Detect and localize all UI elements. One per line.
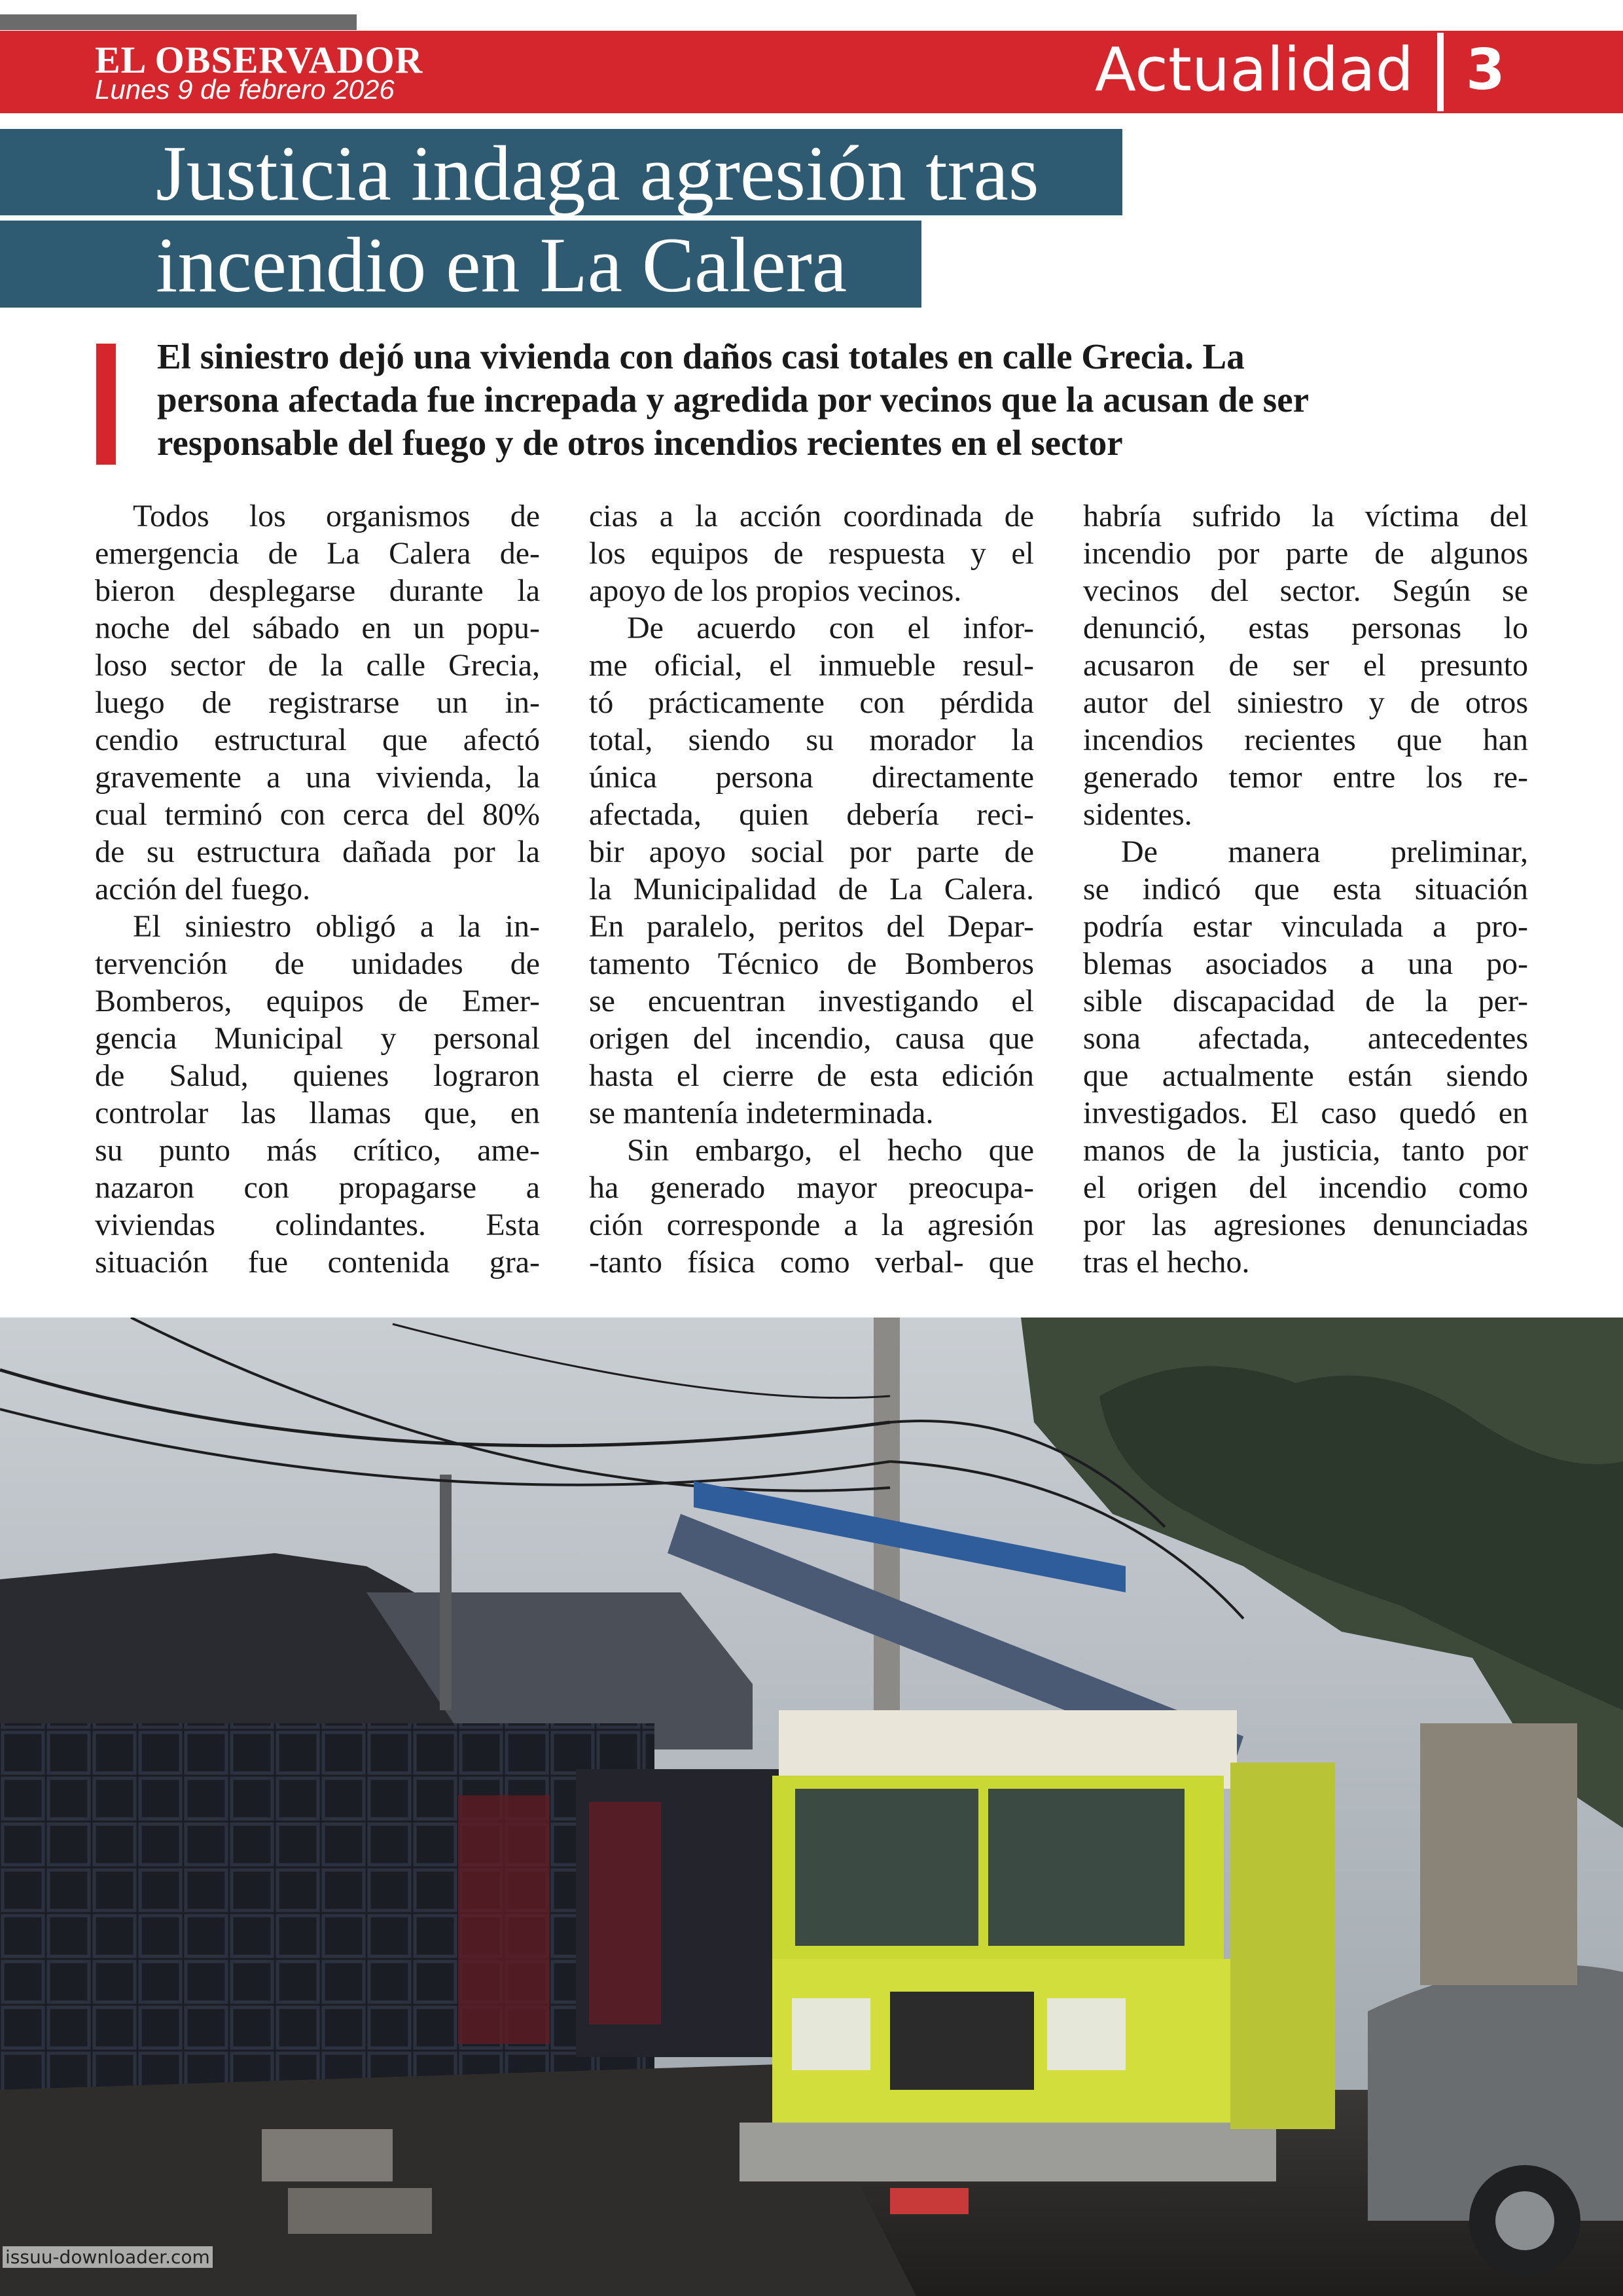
text-line: Bomberos, equipos de Emer- [95,984,540,1018]
text-line: tras el hecho. [1083,1245,1250,1280]
text-line: acusaron de ser el presunto [1083,648,1528,683]
article-column-2 [589,497,1034,1281]
text-line: cual terminó con cerca del 80% [95,797,540,832]
text-line: acción del fuego. [95,872,311,906]
deck-marker [96,344,116,465]
text-line: sona afectada, antecedentes [1083,1021,1528,1056]
text-line: ha generado mayor preocupa- [589,1170,1034,1205]
text-line: sidentes. [1083,797,1192,832]
fire-truck-photo [0,1318,1623,2296]
text-line: apoyo de los propios vecinos. [589,573,962,608]
text-line: bir apoyo social por parte de [589,834,1034,869]
text-line: denunció, estas personas lo [1083,611,1528,645]
text-line: -tanto física como verbal- que [589,1245,1034,1280]
text-line: vecinos del sector. Según se [1083,573,1528,608]
text-line: afectada, quien debería reci- [589,797,1034,832]
text-line: tamento Técnico de Bomberos [589,946,1034,981]
text-line: se mantenía indeterminada. [589,1096,934,1130]
text-line: hasta el cierre de esta edición [589,1058,1034,1093]
issue-date: Lunes 9 de febrero 2026 [95,74,395,105]
text-line: tó prácticamente con pérdida [589,685,1034,720]
text-line: En paralelo, peritos del Depar- [589,909,1034,944]
text-line: tervención de unidades de [95,946,540,981]
text-line: emergencia de La Calera de- [95,536,540,571]
text-line: total, siendo su morador la [589,723,1034,757]
text-line: de Salud, quienes lograron [95,1058,540,1093]
text-line: cias a la acción coordinada de [589,499,1034,533]
text-line: podría estar vinculada a pro- [1083,909,1528,944]
text-line: los equipos de respuesta y el [589,536,1034,571]
text-line: generado temor entre los re- [1083,760,1528,795]
text-line: cendio estructural que afectó [95,723,540,757]
text-line: loso sector de la calle Grecia, [95,648,540,683]
deck-line: persona afectada fue increpada y agredida por vecinos que la acusan de ser [157,380,1310,420]
deck-line: El siniestro dejó una vivienda con daños casi totales en calle Grecia. La [157,336,1245,376]
text-line: que actualmente están siendo [1083,1058,1528,1093]
text-line: El siniestro obligó a la in- [133,909,540,944]
text-line: origen del incendio, causa que [589,1021,1034,1056]
text-line: situación fue contenida gra- [95,1245,540,1280]
deck [157,335,1531,465]
text-line: autor del siniestro y de otros [1083,685,1528,720]
headline-line-1: Justicia indaga agresión tras [156,130,1039,217]
article-column-3 [1083,497,1528,1281]
text-line: luego de registrarse un in- [95,685,540,720]
headline-line-2: incendio en La Calera [156,221,847,308]
text-line: la Municipalidad de La Calera. [589,872,1034,906]
deck-line: responsable del fuego y de otros incendios recientes en el sector [157,423,1123,463]
text-line: ción corresponde a la agresión [589,1208,1034,1242]
text-line: nazaron con propagarse a [95,1170,540,1205]
text-line: blemas asociados a una po- [1083,946,1528,981]
text-line: única persona directamente [589,760,1034,795]
page-number-divider [1437,33,1444,111]
text-line: manos de la justicia, tanto por [1083,1133,1528,1168]
text-line: de su estructura dañada por la [95,834,540,869]
section-name: Actualidad [1095,35,1414,105]
text-line: investigados. El caso quedó en [1083,1096,1528,1130]
watermark: issuu-downloader.com [3,2246,213,2268]
text-line: el origen del incendio como [1083,1170,1528,1205]
text-line: me oficial, el inmueble resul- [589,648,1034,683]
paper-name: EL OBSERVADOR [95,39,423,81]
text-line: controlar las llamas que, en [95,1096,540,1130]
text-line: se indicó que esta situación [1083,872,1528,906]
text-line: gencia Municipal y personal [95,1021,540,1056]
page-number: 3 [1466,37,1505,103]
text-line: noche del sábado en un popu- [95,611,540,645]
text-line: se encuentran investigando el [589,984,1034,1018]
text-line: bieron desplegarse durante la [95,573,540,608]
text-line: incendios recientes que han [1083,723,1528,757]
article-column-1 [95,497,540,1281]
text-line: por las agresiones denunciadas [1083,1208,1528,1242]
text-line: su punto más crítico, ame- [95,1133,540,1168]
top-gray-rule [0,14,357,30]
text-line: incendio por parte de algunos [1083,536,1528,571]
text-line: Todos los organismos de [133,499,540,533]
text-line: gravemente a una vivienda, la [95,760,540,795]
text-line: Sin embargo, el hecho que [627,1133,1034,1168]
text-line: De manera preliminar, [1121,834,1528,869]
text-line: habría sufrido la víctima del [1083,499,1528,533]
text-line: viviendas colindantes. Esta [95,1208,540,1242]
text-line: De acuerdo con el infor- [627,611,1034,645]
text-line: sible discapacidad de la per- [1083,984,1528,1018]
